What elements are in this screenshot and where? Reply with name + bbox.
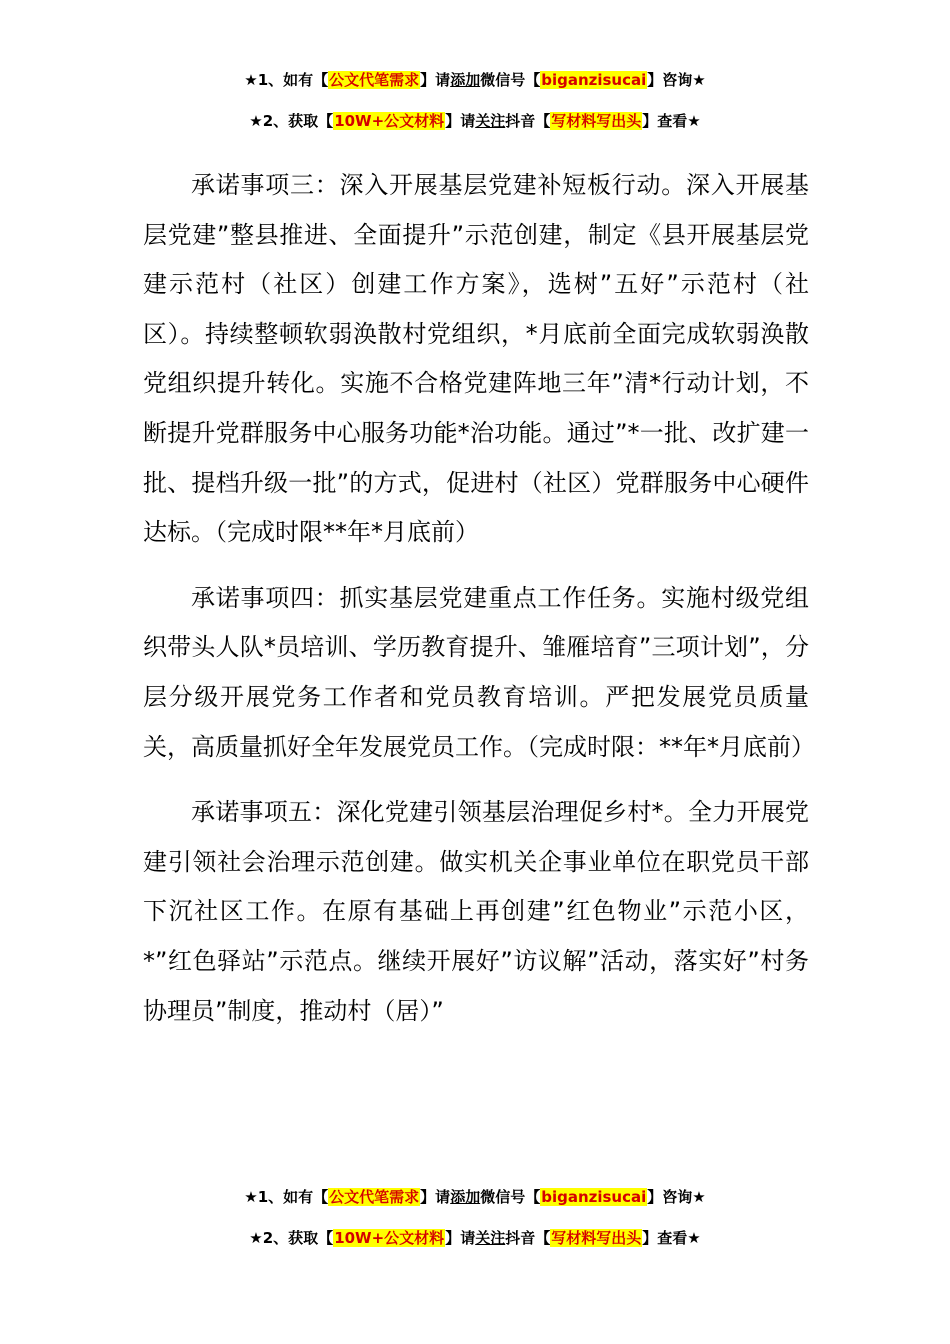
notice-prefix: ★2、获取【 <box>249 1229 334 1247</box>
notice-suffix: 】查看★ <box>642 1229 701 1247</box>
notice-text: 】请 <box>445 1229 476 1247</box>
notice-highlight-materials: 10W+公文材料 <box>334 112 445 130</box>
notice-highlight-materials: 10W+公文材料 <box>334 1229 445 1247</box>
paragraph-commitment-3: 承诺事项三：深入开展基层党建补短板行动。深入开展基层党建”整县推进、全面提升”示范创建，制定《县开展基层党建示范村（社区）创建工作方案》，选树”五好”示范村（社区）。持续整顿软弱涣散村党组织，*月底前全面完成软弱涣散党组织提升转化。实施不合格党建阵地三年”清*行动计划，不断提升党群服务中心服务功能*治功能。通过”*一批、改扩建一批、提档升级一批”的方式，促进村（社区）党群服务中心硬件达标。（完成时限**年*月底前） <box>143 171 809 547</box>
notice-prefix: ★2、获取【 <box>249 112 334 130</box>
notice-emphasis: 关注 <box>475 1229 506 1247</box>
header-notice-line-2 <box>0 109 950 133</box>
notice-text: 抖音【 <box>505 112 551 130</box>
notice-text: 】请 <box>420 1188 451 1206</box>
notice-highlight-douyin-account: 写材料写出头 <box>551 1229 642 1247</box>
notice-prefix: ★1、如有【 <box>244 1188 329 1206</box>
notice-suffix: 】查看★ <box>642 112 701 130</box>
notice-emphasis: 添加 <box>450 71 481 89</box>
notice-highlight-wechat-id: biganzisucai <box>541 71 647 89</box>
notice-text: 】请 <box>445 112 476 130</box>
notice-text: 微信号【 <box>480 71 541 89</box>
notice-suffix: 】咨询★ <box>647 1188 706 1206</box>
notice-highlight-service: 公文代笔需求 <box>329 1188 420 1206</box>
notice-highlight-douyin-account: 写材料写出头 <box>551 112 642 130</box>
paragraph-commitment-5: 承诺事项五：深化党建引领基层治理促乡村*。全力开展党建引领社会治理示范创建。做实机关企事业单位在职党员干部下沉社区工作。在原有基础上再创建”红色物业”示范小区，*”红色驿站”示范点。继续开展好”访议解”活动，落实好”村务协理员”制度，推动村（居）” <box>143 798 809 1025</box>
header-notice-line-1 <box>0 68 950 92</box>
notice-highlight-wechat-id: biganzisucai <box>541 1188 647 1206</box>
notice-text: 微信号【 <box>480 1188 541 1206</box>
paragraph-commitment-4: 承诺事项四：抓实基层党建重点工作任务。实施村级党组织带头人队*员培训、学历教育提升、雏雁培育”三项计划”，分层分级开展党务工作者和党员教育培训。严把发展党员质量关，高质量抓好全年发展党员工作。（完成时限：**年*月底前） <box>143 583 815 761</box>
footer-notice-line-2 <box>0 1226 950 1250</box>
notice-prefix: ★1、如有【 <box>244 71 329 89</box>
document-body <box>143 161 815 1052</box>
notice-suffix: 】咨询★ <box>647 71 706 89</box>
notice-text: 】请 <box>420 71 451 89</box>
footer-notice-line-1 <box>0 1185 950 1209</box>
notice-emphasis: 关注 <box>475 112 506 130</box>
notice-emphasis: 添加 <box>450 1188 481 1206</box>
notice-text: 抖音【 <box>505 1229 551 1247</box>
notice-highlight-service: 公文代笔需求 <box>329 71 420 89</box>
